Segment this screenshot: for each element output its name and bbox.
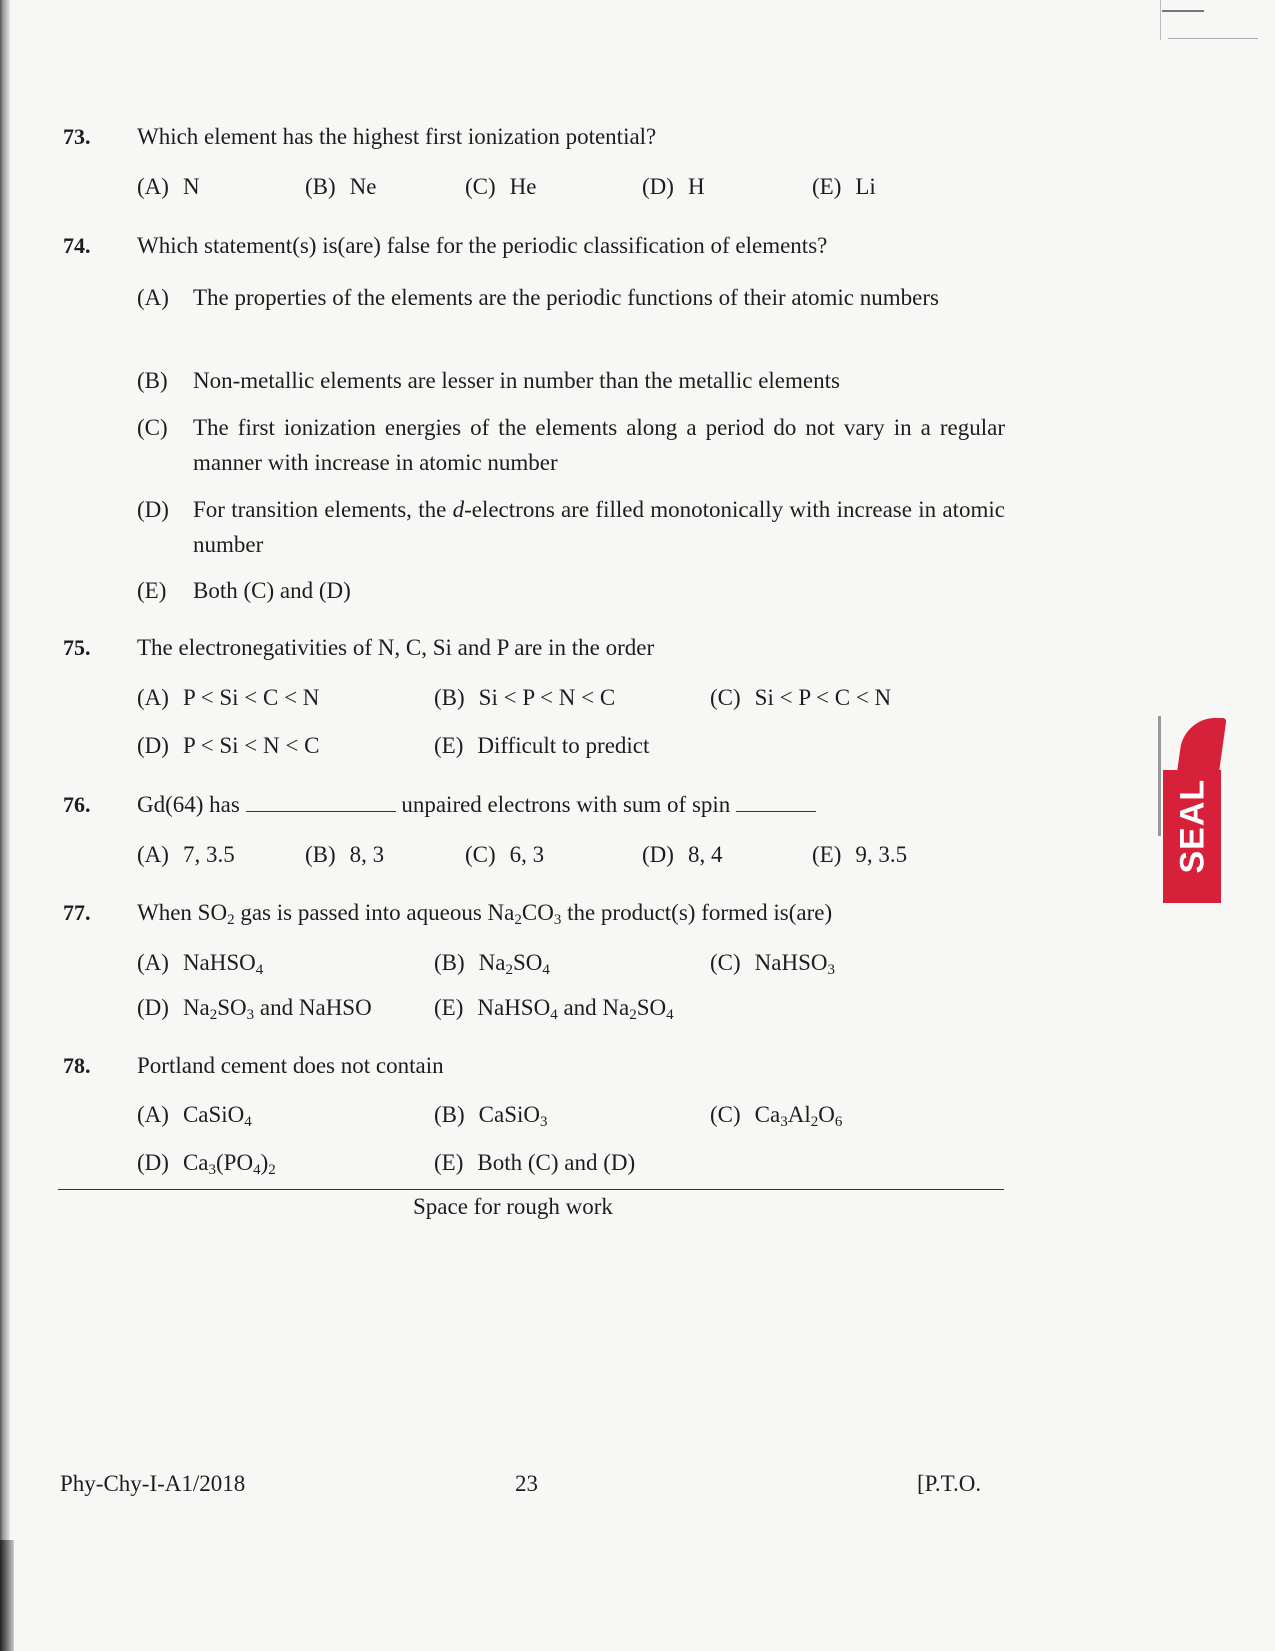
option-75-c: (C) Si < P < C < N [710, 685, 892, 710]
option-73-a: (A) N [137, 174, 200, 199]
option-77-e: (E) NaHSO$_4$ and $Na_2SO_4$ [434, 995, 674, 1023]
option-74-b: (B) Non-metallic elements are lesser in number than the metallic elements [137, 368, 840, 393]
option-76-b: (B) 8, 3 [305, 842, 385, 867]
option-76-c: (C) 6, 3 [465, 842, 545, 867]
option-78-a: (A) CaSiO$_4$ [137, 1102, 252, 1130]
option-74-e: (E) Both (C) and (D) [137, 578, 351, 603]
answer-blank [736, 793, 816, 812]
option-73-d: (D) H [642, 174, 705, 199]
option-76-e: (E) 9, 3.5 [812, 842, 908, 867]
option-75-e: (E) Difficult to predict [434, 733, 650, 758]
question-number: 77. [63, 900, 91, 925]
question-text: When $SO_2$ gas is passed into aqueous $Na_2CO_3$ the product(s) formed is(are) [137, 900, 833, 928]
question-number: 78. [63, 1053, 91, 1078]
question-text: The electronegativities of N, C, Si and P are in the order [137, 635, 655, 660]
option-78-d: (D) $Ca_3(PO_4)_2$ [137, 1150, 276, 1178]
pto-label: [P.T.O. [917, 1471, 982, 1496]
answer-blank [246, 793, 396, 812]
question-text: Which statement(s) is(are) false for the periodic classification of elements? [137, 233, 828, 258]
paper-code: Phy-Chy-I-A1/2018 [60, 1471, 246, 1496]
question-text: Gd(64) has unpaired electrons with sum of spin [137, 792, 1005, 818]
question-number: 74. [63, 233, 91, 258]
option-76-d: (D) 8, 4 [642, 842, 723, 867]
option-78-b: (B) CaSiO$_3$ [434, 1102, 548, 1130]
option-77-c: (C) NaHSO$_3$ [710, 950, 836, 978]
option-74-d: (D) For transition elements, the d-electrons are filled monotonically with increase in atomic number [137, 497, 1005, 557]
option-73-c: (C) He [465, 174, 537, 199]
divider-rule [58, 1189, 1004, 1190]
option-77-d: (D) $Na_2SO_3$ and NaHSO [137, 995, 372, 1023]
seal-sticker [1163, 718, 1221, 903]
option-73-e: (E) Li [812, 174, 876, 199]
option-77-b: (B) $Na_2SO_4$ [434, 950, 550, 978]
option-75-a: (A) P < Si < C < N [137, 685, 320, 710]
option-77-a: (A) NaHSO$_4$ [137, 950, 264, 978]
option-73-b: (B) Ne [305, 174, 377, 199]
scan-edge-bottom [0, 1540, 14, 1651]
scan-edge [0, 0, 10, 1651]
option-75-d: (D) P < Si < N < C [137, 733, 320, 758]
option-74-c: (C) The first ionization energies of the elements along a period do not vary in a regular manner with increase in atomic number [137, 415, 1005, 475]
question-number: 76. [63, 792, 91, 817]
page-number: 23 [515, 1471, 538, 1496]
question-number: 75. [63, 635, 91, 660]
option-78-e: (E) Both (C) and (D) [434, 1150, 636, 1175]
seal-text: SEAL [1173, 778, 1212, 874]
option-74-a: (A) The properties of the elements are the periodic functions of their atomic numbers [137, 285, 939, 310]
question-text: Which element has the highest first ionization potential? [137, 124, 657, 149]
rough-work-label: Space for rough work [413, 1194, 613, 1219]
option-75-b: (B) Si < P < N < C [434, 685, 616, 710]
question-text: Portland cement does not contain [137, 1053, 444, 1078]
option-76-a: (A) 7, 3.5 [137, 842, 235, 867]
question-number: 73. [63, 124, 91, 149]
scan-marks [1160, 0, 1275, 60]
option-78-c: (C) $Ca_3Al_2O_6$ [710, 1102, 843, 1130]
